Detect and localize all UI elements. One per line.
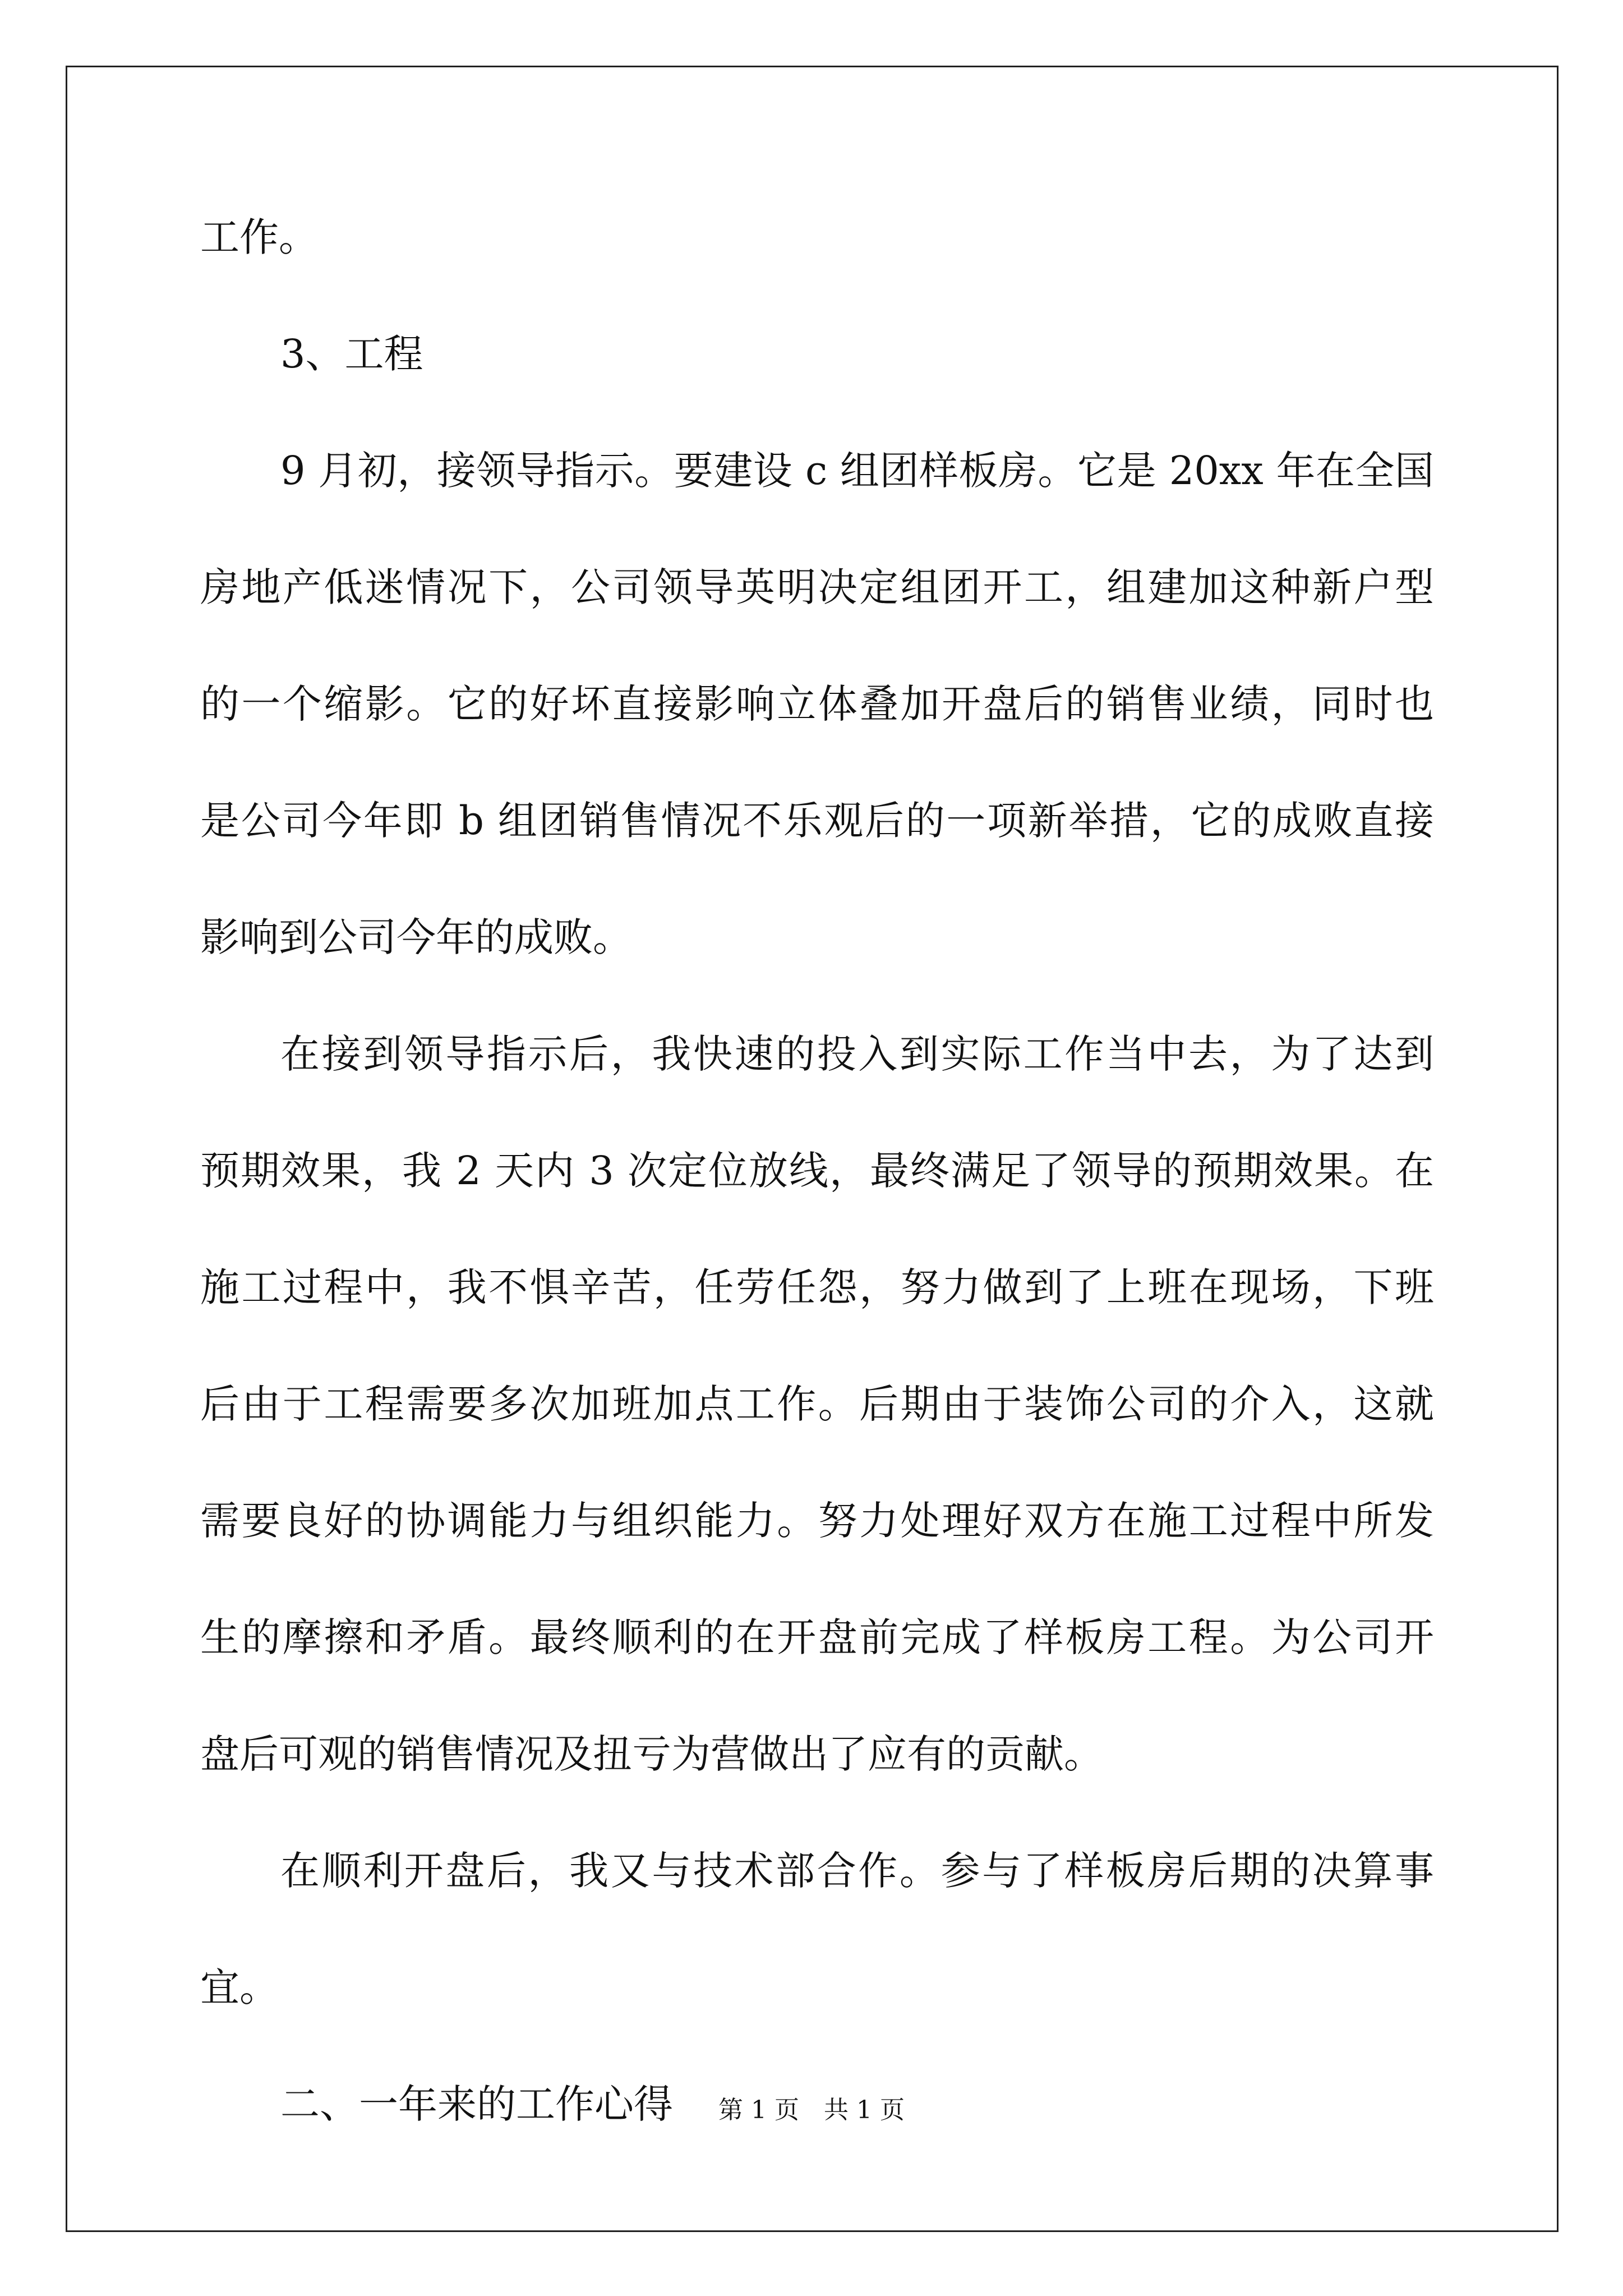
text-line: 需要良好的协调能力与组织能力。努力处理好双方在施工过程中所发 [200, 1498, 1434, 1544]
page-number-footer: 第 1 页 共 1 页 [718, 2096, 905, 2124]
text-line: 工作。 [200, 214, 318, 260]
text-line: 在顺利开盘后，我又与技术部合作。参与了样板房后期的决算事 [280, 1848, 1434, 1894]
section-heading: 二、一年来的工作心得 [280, 2081, 673, 2127]
text-line: 是公司今年即 b 组团销售情况不乐观后的一项新举措，它的成败直接 [200, 798, 1434, 844]
text-line: 影响到公司今年的成败。 [200, 914, 632, 960]
section-heading: 3、工程 [280, 331, 423, 377]
text-line: 生的摩擦和矛盾。最终顺利的在开盘前完成了样板房工程。为公司开 [200, 1614, 1434, 1660]
text-line: 后由于工程需要多次加班加点工作。后期由于装饰公司的介入，这就 [200, 1381, 1434, 1427]
text-line: 宜。 [200, 1964, 279, 2010]
text-line: 施工过程中，我不惧辛苦，任劳任怨，努力做到了上班在现场，下班 [200, 1264, 1434, 1310]
text-line: 的一个缩影。它的好坏直接影响立体叠加开盘后的销售业绩，同时也 [200, 681, 1434, 727]
text-line: 房地产低迷情况下，公司领导英明决定组团开工，组建加这种新户型 [200, 564, 1434, 610]
text-line: 预期效果，我 2 天内 3 次定位放线，最终满足了领导的预期效果。在 [200, 1148, 1434, 1194]
text-line: 在接到领导指示后，我快速的投入到实际工作当中去，为了达到 [280, 1031, 1434, 1077]
text-line: 9 月初，接领导指示。要建设 c 组团样板房。它是 20xx 年在全国 [280, 448, 1434, 494]
text-line: 盘后可观的销售情况及扭亏为营做出了应有的贡献。 [200, 1731, 1103, 1777]
